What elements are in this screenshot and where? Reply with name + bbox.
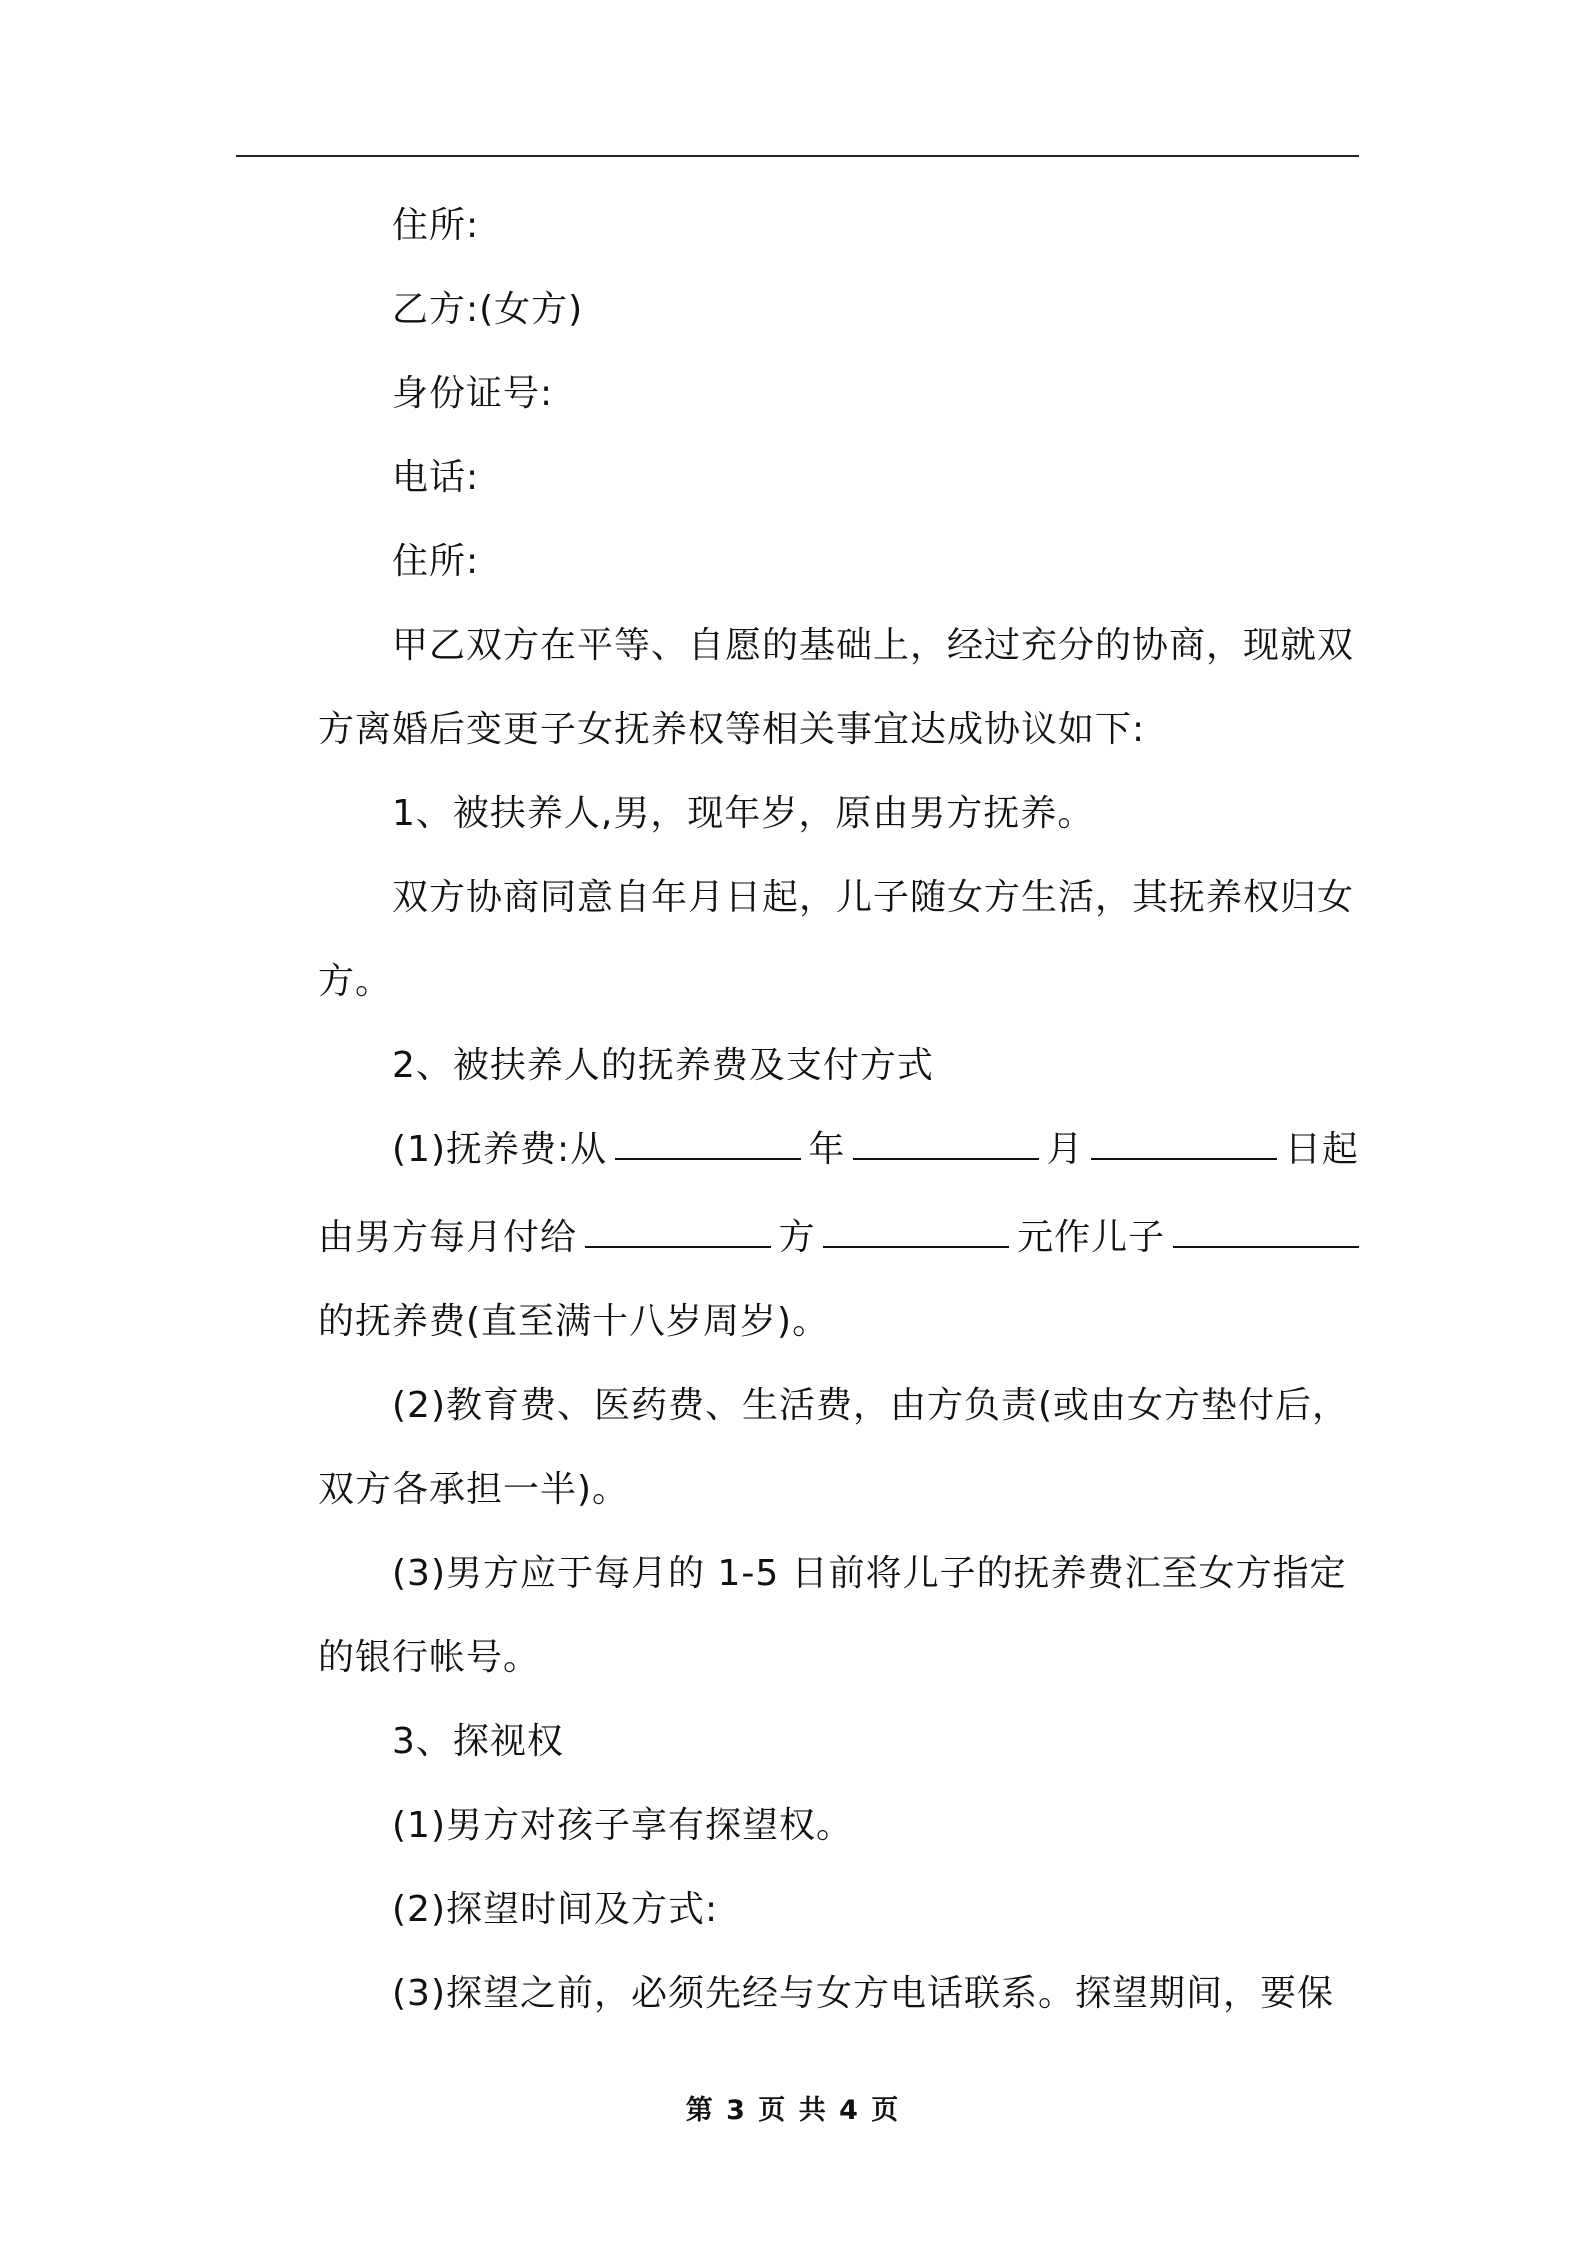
page-number: 第 3 页 共 4 页 <box>685 2095 901 2126</box>
year-blank[interactable] <box>615 1128 801 1160</box>
clause-3-heading: 3、探视权 <box>392 1721 564 1762</box>
header-rule <box>236 155 1359 157</box>
education-fee-line-2: 双方各承担一半)。 <box>318 1469 630 1510</box>
visitation-contact: (3)探望之前，必须先经与女方电话联系。探望期间，要保 <box>392 1973 1334 2014</box>
custody-line-1: 双方协商同意自年月日起，儿子随女方生活，其抚养权归女 <box>392 877 1355 918</box>
party-b-label: 乙方:(女方) <box>392 289 584 330</box>
fee-line-1-year: 年 <box>808 1129 846 1170</box>
fee-line-2-yuan: 元作儿子 <box>1017 1217 1166 1258</box>
payment-date-line-1: (3)男方应于每月的 1-5 日前将儿子的抚养费汇至女方指定 <box>392 1553 1347 1594</box>
fee-line-2 <box>318 1216 1359 1260</box>
phone-label: 电话: <box>392 457 480 498</box>
clause-1: 1、被扶养人,男，现年岁，原由男方抚养。 <box>392 793 1095 834</box>
payee-blank[interactable] <box>585 1216 771 1248</box>
fee-line-1-from: (1)抚养费:从 <box>392 1129 608 1170</box>
payment-date-line-2: 的银行帐号。 <box>318 1637 541 1678</box>
id-number-label: 身份证号: <box>392 373 554 414</box>
custody-line-2: 方。 <box>318 961 393 1002</box>
fee-line-2-party: 方 <box>778 1217 816 1258</box>
visitation-time: (2)探望时间及方式: <box>392 1889 719 1930</box>
education-fee-line-1: (2)教育费、医药费、生活费，由方负责(或由女方垫付后， <box>392 1385 1350 1426</box>
residence-label-1: 住所: <box>392 205 480 246</box>
fee-line-3: 的抚养费(直至满十八岁周岁)。 <box>318 1301 830 1342</box>
preamble-line-1: 甲乙双方在平等、自愿的基础上，经过充分的协商，现就双 <box>392 625 1355 666</box>
amount-blank[interactable] <box>823 1216 1009 1248</box>
fee-line-2-payer: 由男方每月付给 <box>318 1217 578 1258</box>
month-blank[interactable] <box>853 1128 1039 1160</box>
fee-line-1-month: 月 <box>1046 1129 1084 1170</box>
residence-label-2: 住所: <box>392 541 480 582</box>
visitation-right: (1)男方对孩子享有探望权。 <box>392 1805 853 1846</box>
fee-line-1 <box>392 1128 1359 1172</box>
clause-2-heading: 2、被扶养人的抚养费及支付方式 <box>392 1045 934 1086</box>
preamble-line-2: 方离婚后变更子女抚养权等相关事宜达成协议如下: <box>318 709 1146 750</box>
fee-line-1-day: 日起 <box>1284 1129 1359 1170</box>
child-name-blank[interactable] <box>1173 1216 1359 1248</box>
day-blank[interactable] <box>1091 1128 1277 1160</box>
